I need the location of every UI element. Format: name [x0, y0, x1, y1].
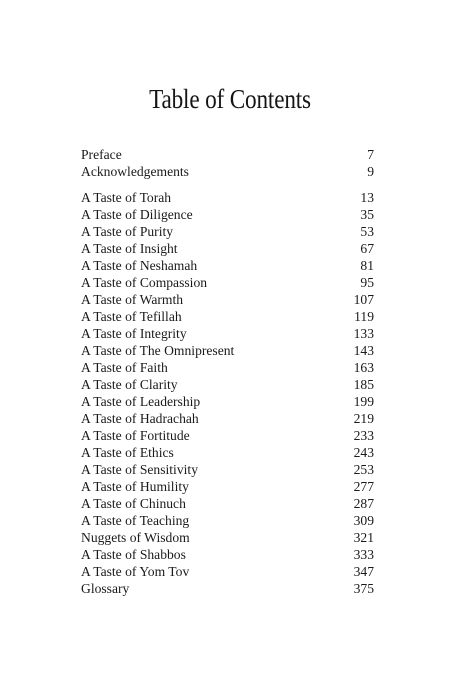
toc-entry-title: A Taste of Insight [81, 241, 178, 256]
page-title: Table of Contents [149, 84, 311, 114]
table-of-contents [81, 146, 374, 597]
toc-entry-title: A Taste of Neshamah [81, 258, 198, 273]
toc-entry [81, 325, 374, 342]
toc-entry-page: 199 [353, 394, 374, 409]
toc-entry-title: Nuggets of Wisdom [81, 530, 190, 545]
toc-entry [81, 461, 374, 478]
toc-entry [81, 206, 374, 223]
toc-entry-page: 81 [360, 258, 374, 273]
toc-entry-title: A Taste of Ethics [81, 445, 174, 460]
toc-entry [81, 163, 374, 180]
toc-entry-title: A Taste of Humility [81, 479, 189, 494]
toc-entry-page: 219 [353, 411, 374, 426]
toc-entry-title: A Taste of Shabbos [81, 547, 186, 562]
toc-entry-page: 321 [353, 530, 374, 545]
toc-entry [81, 546, 374, 563]
toc-entry-page: 185 [353, 377, 374, 392]
toc-entry-title: A Taste of Diligence [81, 207, 193, 222]
toc-entry [81, 512, 374, 529]
toc-entry-title: A Taste of Compassion [81, 275, 208, 290]
toc-front-matter [81, 146, 374, 180]
toc-entry-title: Preface [81, 147, 122, 162]
toc-entry-title: A Taste of Integrity [81, 326, 187, 341]
toc-entry [81, 291, 374, 308]
toc-entry-page: 277 [353, 479, 374, 494]
toc-entry-page: 7 [367, 147, 374, 162]
toc-entry [81, 189, 374, 206]
toc-entry-page: 35 [360, 207, 374, 222]
toc-entry-title: Acknowledgements [81, 164, 189, 179]
toc-entry-title: A Taste of Yom Tov [81, 564, 190, 579]
toc-entry-page: 333 [353, 547, 374, 562]
toc-entry-title: A Taste of Torah [81, 190, 172, 205]
toc-entry-page: 13 [360, 190, 374, 205]
toc-entry [81, 240, 374, 257]
toc-main-chapters [81, 189, 374, 597]
toc-entry-title: A Taste of Faith [81, 360, 168, 375]
toc-entry-page: 233 [353, 428, 374, 443]
toc-entry-page: 287 [353, 496, 374, 511]
toc-entry [81, 478, 374, 495]
toc-entry-page: 119 [354, 309, 374, 324]
toc-entry [81, 274, 374, 291]
toc-entry-page: 375 [353, 581, 374, 596]
toc-entry-title: A Taste of Chinuch [81, 496, 186, 511]
toc-entry-page: 95 [360, 275, 374, 290]
toc-entry-title: A Taste of The Omnipresent [81, 343, 235, 358]
toc-entry [81, 376, 374, 393]
toc-entry-title: A Taste of Fortitude [81, 428, 190, 443]
toc-entry-page: 9 [367, 164, 374, 179]
toc-entry-page: 107 [353, 292, 374, 307]
toc-entry-page: 143 [353, 343, 374, 358]
toc-entry [81, 580, 374, 597]
toc-entry [81, 393, 374, 410]
toc-entry-title: Glossary [81, 581, 130, 596]
toc-entry-title: A Taste of Tefillah [81, 309, 182, 324]
toc-entry-title: A Taste of Warmth [81, 292, 184, 307]
toc-entry [81, 223, 374, 240]
toc-entry-page: 163 [353, 360, 374, 375]
toc-entry-page: 243 [353, 445, 374, 460]
toc-entry [81, 359, 374, 376]
toc-entry [81, 427, 374, 444]
toc-entry-title: A Taste of Purity [81, 224, 174, 239]
section-spacer [81, 180, 374, 189]
toc-entry-title: A Taste of Teaching [81, 513, 190, 528]
toc-entry-page: 309 [353, 513, 374, 528]
toc-entry [81, 342, 374, 359]
toc-entry [81, 146, 374, 163]
toc-entry [81, 410, 374, 427]
toc-entry [81, 529, 374, 546]
toc-entry-title: A Taste of Clarity [81, 377, 178, 392]
toc-entry-page: 133 [353, 326, 374, 341]
toc-entry [81, 257, 374, 274]
toc-entry [81, 563, 374, 580]
toc-entry [81, 308, 374, 325]
toc-entry [81, 444, 374, 461]
toc-entry-page: 67 [360, 241, 374, 256]
toc-entry-page: 253 [353, 462, 374, 477]
toc-entry-title: A Taste of Sensitivity [81, 462, 198, 477]
toc-entry [81, 495, 374, 512]
toc-entry-title: A Taste of Leadership [81, 394, 201, 409]
toc-entry-title: A Taste of Hadrachah [81, 411, 199, 426]
toc-entry-page: 347 [353, 564, 374, 579]
toc-entry-page: 53 [360, 224, 374, 239]
